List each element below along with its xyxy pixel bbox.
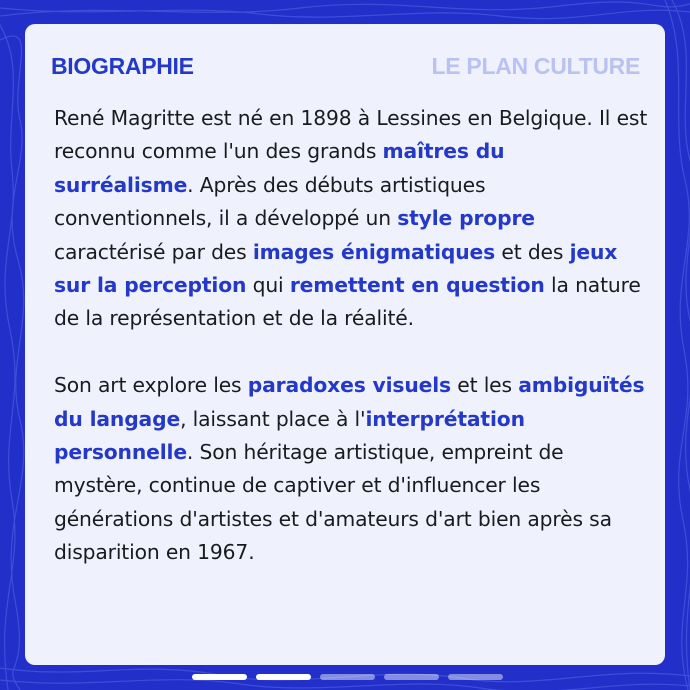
text-segment: et les: [450, 373, 519, 398]
text-segment: . Son héritage artistique, empreint de mystère, continue de captiver et d'influencer les générations d'artistes et d'amateurs d'art bien après sa disparition en 1967.: [54, 440, 612, 565]
paragraph-2: [54, 369, 649, 569]
brand-label: LE PLAN CULTURE: [431, 53, 640, 79]
card-header: [51, 53, 640, 80]
text-segment: René Magritte est né en 1898 à Lessines en Belgique. Il est reconnu comme l'un des grands: [54, 106, 648, 164]
highlight-text: images énigmatiques: [252, 239, 496, 264]
highlight-text: ambiguïtés du langage: [54, 373, 645, 431]
text-segment: Son art explore les: [54, 373, 248, 398]
text-segment: qui: [246, 273, 290, 298]
text-segment: . Après des débuts artistiques conventionnels, il a développé un: [54, 172, 486, 231]
paragraph-1: [54, 102, 649, 336]
highlight-text: style propre: [397, 206, 535, 231]
highlight-text: maîtres du surréalisme: [54, 139, 505, 197]
text-segment: et des: [495, 239, 570, 264]
pager-dot[interactable]: [384, 674, 439, 680]
pager-dot[interactable]: [256, 674, 311, 680]
biography-card: [25, 24, 665, 665]
biography-text: [54, 102, 649, 570]
highlight-text: jeux sur la perception: [54, 239, 618, 298]
card-title: BIOGRAPHIE: [51, 53, 194, 79]
text-segment: caractérisé par des: [54, 239, 253, 264]
text-segment: , laissant place à l': [180, 406, 366, 431]
highlight-text: interprétation personnelle: [54, 406, 525, 465]
carousel-pager: [192, 674, 503, 680]
text-segment: la nature de la représentation et de la réalité.: [54, 273, 641, 331]
highlight-text: remettent en question: [289, 273, 545, 298]
highlight-text: paradoxes visuels: [247, 373, 451, 398]
pager-dot[interactable]: [192, 674, 247, 680]
pager-dot[interactable]: [448, 674, 503, 680]
pager-dot[interactable]: [320, 674, 375, 680]
